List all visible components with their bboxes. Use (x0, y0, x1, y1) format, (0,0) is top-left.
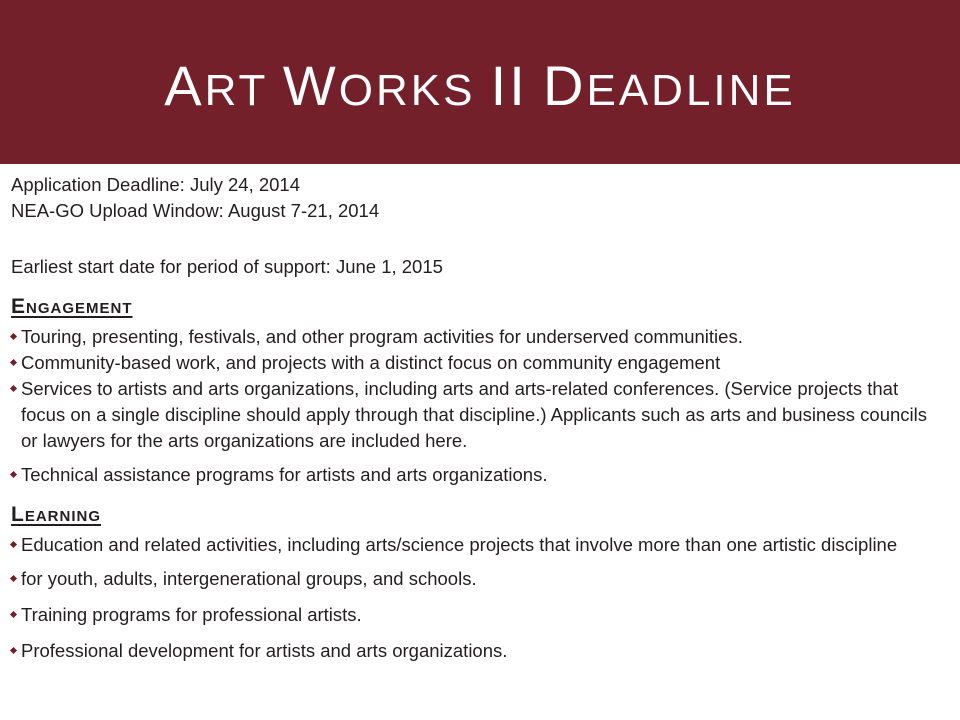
list-item: Education and related activities, including arts/science projects that involve more than one artistic discipline (11, 532, 946, 558)
list-item: Training programs for professional artists. (11, 602, 946, 628)
engagement-list (11, 324, 946, 488)
title-word-deadline-rest: EADLINE (586, 66, 796, 115)
slide-title (0, 56, 960, 121)
list-item: for youth, adults, intergenerational groups, and schools. (11, 566, 946, 592)
diamond-bullet-icon (10, 575, 17, 582)
diamond-bullet-icon (10, 359, 17, 366)
title-bar (0, 0, 960, 164)
title-word-art-rest: RT (204, 66, 268, 115)
list-item: Technical assistance programs for artists and arts organizations. (11, 462, 946, 488)
diamond-bullet-icon (10, 385, 17, 392)
spacer (11, 224, 946, 254)
diamond-bullet-icon (10, 647, 17, 654)
title-word-art-initial: A (164, 54, 205, 117)
learning-list (11, 532, 946, 664)
title-word-works-initial: W (282, 54, 339, 117)
list-item: Community-based work, and projects with a distinct focus on community engagement (11, 350, 946, 376)
title-word-works-rest: ORKS (338, 66, 476, 115)
engagement-heading: Engagement (11, 295, 133, 318)
list-item: Touring, presenting, festivals, and other program activities for underserved communities. (11, 324, 946, 350)
learning-heading: Learning (11, 503, 101, 526)
earliest-start-date: Earliest start date for period of support: June 1, 2015 (11, 256, 443, 277)
diamond-bullet-icon (10, 333, 17, 340)
diamond-bullet-icon (10, 471, 17, 478)
upload-window: NEA-GO Upload Window: August 7-21, 2014 (11, 200, 380, 221)
list-item: Services to artists and arts organizations, including arts and arts-related conferences. (Service projects that focus on a single discipline should apply through that discipline.) Applicants such as arts and business councils or lawyers for the arts organizations are included here. (11, 376, 946, 454)
title-word-deadline-initial: D (543, 54, 587, 117)
application-deadline: Application Deadline: July 24, 2014 (11, 174, 300, 195)
diamond-bullet-icon (10, 611, 17, 618)
diamond-bullet-icon (10, 541, 17, 548)
list-item: Professional development for artists and arts organizations. (11, 638, 946, 664)
title-word-ii: II (490, 54, 528, 117)
slide-body (11, 172, 946, 664)
